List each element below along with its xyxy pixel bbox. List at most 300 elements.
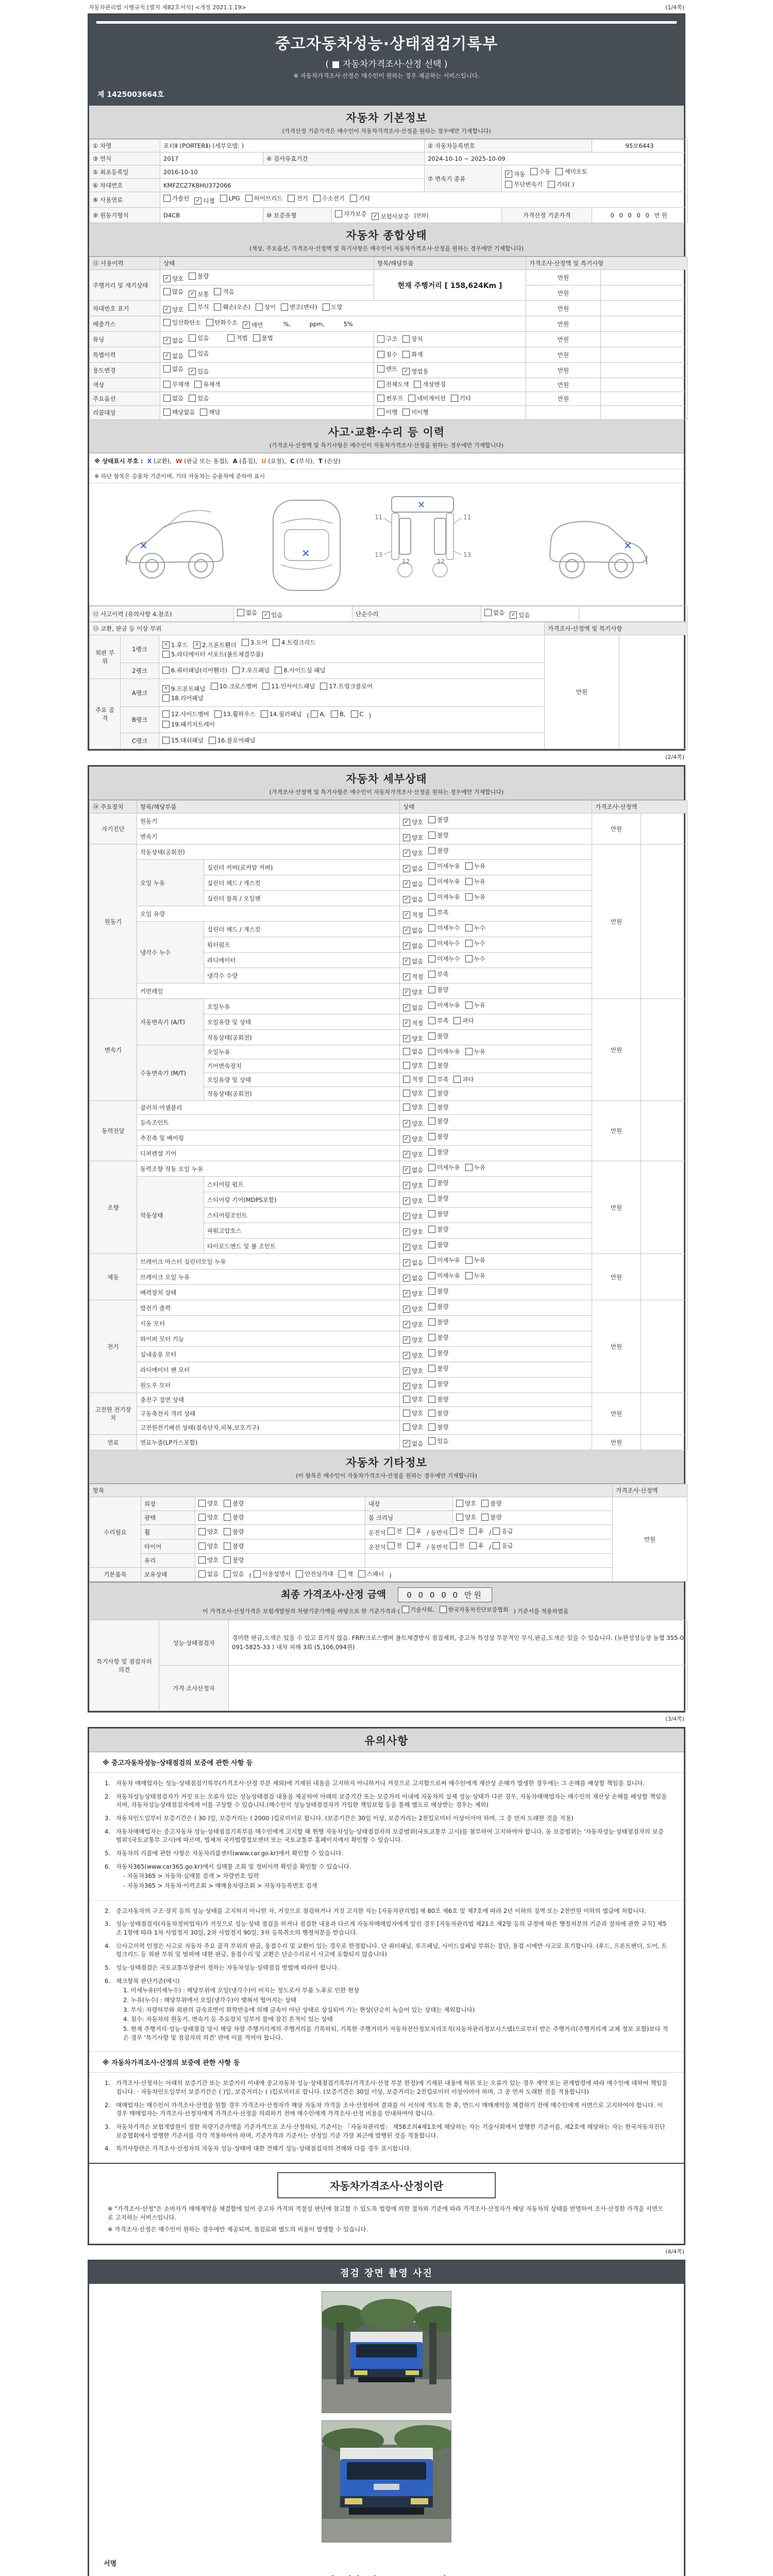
checkbox-option[interactable] — [548, 180, 575, 189]
checkbox-option[interactable] — [556, 167, 587, 176]
checkbox-option[interactable] — [402, 408, 428, 416]
checkbox-option[interactable] — [465, 939, 485, 947]
item-label: 디퍼렌셜 기어 — [137, 1146, 400, 1161]
checkbox-option[interactable] — [428, 1001, 460, 1009]
checkbox-option[interactable] — [465, 1001, 485, 1009]
note-cell — [619, 635, 687, 749]
checkbox-option[interactable] — [403, 1135, 423, 1143]
checkbox-option[interactable] — [163, 318, 201, 327]
note-cell — [601, 285, 687, 301]
inline-text: / — [489, 1544, 493, 1551]
checkbox-option[interactable] — [505, 170, 525, 178]
checkbox-option[interactable] — [224, 1570, 244, 1578]
checkbox-option[interactable] — [163, 306, 183, 314]
checkbox-option[interactable] — [456, 1499, 476, 1507]
checkbox-option[interactable] — [162, 641, 188, 649]
checkbox-label: 있음 — [232, 1570, 244, 1578]
checkbox-option[interactable] — [403, 1212, 423, 1221]
checkbox-option[interactable] — [403, 1004, 423, 1012]
checkbox-option[interactable] — [428, 1103, 448, 1111]
status-options — [160, 316, 526, 332]
checkbox-option[interactable] — [428, 1437, 448, 1445]
inline-text: ) — [389, 1572, 394, 1579]
checkbox-option[interactable] — [403, 1274, 423, 1282]
checkbox-option[interactable] — [428, 970, 448, 978]
checkbox-option[interactable] — [163, 352, 183, 360]
checkbox-label: 전기 — [296, 195, 308, 202]
checkbox-option[interactable] — [311, 710, 326, 718]
checkbox-option[interactable] — [198, 1499, 219, 1507]
checkbox-label: 응급 — [501, 1542, 513, 1549]
checkbox-option[interactable] — [469, 1527, 484, 1535]
checkbox-option[interactable] — [403, 1305, 423, 1313]
checkbox-option[interactable] — [428, 846, 448, 855]
checkbox-option[interactable] — [189, 394, 209, 402]
checkbox-option[interactable] — [162, 685, 206, 693]
checkbox-option[interactable] — [194, 197, 214, 205]
checkbox-option[interactable] — [350, 194, 370, 202]
checkbox-icon: ✓ — [403, 1197, 410, 1205]
checkbox-icon: ✓ — [163, 306, 171, 313]
checkbox-option[interactable] — [403, 911, 423, 919]
checkbox-option[interactable] — [465, 1047, 485, 1056]
checkbox-option[interactable] — [163, 336, 183, 345]
checkbox-option[interactable] — [403, 1197, 423, 1205]
checkbox-option[interactable] — [320, 682, 373, 690]
checkbox-icon — [313, 195, 321, 202]
checkbox-option[interactable] — [428, 1117, 448, 1125]
checkbox-option[interactable] — [224, 1528, 244, 1536]
checkbox-option[interactable] — [428, 862, 460, 870]
checkbox-icon — [428, 986, 435, 993]
field-label: ③ 연식 — [90, 152, 160, 165]
checkbox-label: 기타( ) — [556, 181, 575, 188]
checkbox-label: 14.필러패널 — [269, 710, 302, 718]
checkbox-label: 안전삼각대 — [305, 1570, 333, 1578]
checkbox-option[interactable] — [377, 380, 409, 388]
checkbox-option[interactable] — [465, 877, 485, 886]
checkbox-option[interactable] — [403, 1120, 423, 1128]
checkbox-option[interactable] — [211, 682, 258, 690]
price-cell: 만원 — [526, 285, 601, 301]
checkbox-label: 불량 — [232, 1556, 244, 1564]
checkbox-option[interactable] — [403, 1320, 423, 1329]
checkbox-option[interactable] — [403, 1150, 423, 1159]
checkbox-option[interactable] — [162, 710, 209, 718]
checkbox-option[interactable] — [339, 1570, 353, 1578]
checkbox-option[interactable] — [428, 1061, 448, 1070]
checkbox-option[interactable] — [388, 1541, 402, 1550]
checkbox-icon — [428, 1090, 435, 1097]
checkbox-option[interactable] — [296, 1570, 333, 1578]
field-value: 2016-10-10 — [160, 165, 425, 179]
checkbox-option[interactable] — [428, 1241, 448, 1249]
checkbox-option[interactable] — [428, 908, 448, 917]
checkbox-option[interactable] — [403, 973, 423, 981]
checkbox-option[interactable] — [428, 1287, 448, 1295]
checkbox-option[interactable] — [403, 880, 423, 888]
checkbox-label: 없음 — [172, 352, 184, 360]
checkbox-label: 미이행 — [411, 409, 429, 416]
vehicle-diagrams — [89, 483, 684, 606]
checkbox-icon — [428, 1002, 435, 1009]
checkbox-option[interactable] — [465, 955, 485, 963]
checkbox-option[interactable] — [163, 365, 183, 373]
checkbox-option[interactable] — [237, 608, 257, 617]
checkbox-option[interactable] — [189, 290, 209, 298]
checkbox-option[interactable] — [198, 1513, 219, 1521]
document — [88, 0, 685, 2576]
checkbox-option[interactable] — [407, 1541, 422, 1550]
checkbox-option[interactable] — [451, 394, 471, 402]
checkbox-icon — [453, 1076, 461, 1083]
checkbox-option[interactable] — [403, 1439, 423, 1448]
checkbox-option[interactable] — [402, 367, 428, 376]
checkbox-option[interactable] — [428, 1047, 460, 1056]
checkbox-option[interactable] — [214, 287, 234, 296]
checkbox-option[interactable] — [428, 1132, 448, 1141]
status-options — [400, 1177, 592, 1192]
checkbox-option[interactable] — [510, 611, 530, 619]
rank-label: C랭크 — [121, 733, 159, 749]
checkbox-option[interactable] — [275, 666, 325, 674]
status-options — [195, 1554, 365, 1568]
checkbox-option[interactable] — [372, 212, 409, 221]
checkbox-option[interactable] — [403, 1035, 423, 1043]
checkbox-option[interactable] — [403, 1103, 423, 1111]
checkbox-icon: ✓ — [163, 352, 171, 360]
checkbox-option[interactable] — [224, 1542, 244, 1550]
checkbox-option[interactable] — [189, 349, 209, 358]
accident-label: ⑫ 사고이력 (유의사항 4.참조) — [90, 606, 234, 622]
checkbox-option[interactable] — [403, 1351, 423, 1360]
checkbox-option[interactable] — [428, 816, 448, 824]
checkbox-label: 렌트 — [386, 365, 398, 372]
price-cell: 만원 — [526, 392, 601, 406]
checkbox-option[interactable] — [200, 408, 220, 416]
notice-item-text: 자동차인도일부터 보증기간은 ( 30 )일, 보증거리는 ( 2000 )킬로미터로 합니다. (보증기간은 30일 이상, 보증거리는 2천킬로미터 이상이어야 하며, 그 중 먼저 도래한 것을 적용) — [116, 1815, 574, 1822]
checkbox-icon: ✓ — [403, 1213, 410, 1220]
checkbox-option[interactable] — [403, 1228, 423, 1236]
checkbox-option[interactable] — [254, 1570, 291, 1578]
checkbox-option[interactable] — [428, 1225, 448, 1233]
checkbox-option[interactable] — [162, 720, 215, 728]
checkbox-option[interactable] — [408, 394, 446, 402]
checkbox-icon — [440, 1606, 447, 1613]
checkbox-label: 침수 — [386, 350, 398, 358]
checkbox-option[interactable] — [162, 736, 204, 744]
checkbox-icon — [163, 288, 171, 295]
status-options — [400, 1208, 592, 1223]
checkbox-option[interactable] — [403, 849, 423, 857]
checkbox-option[interactable] — [465, 1163, 485, 1172]
checkbox-option[interactable] — [198, 1528, 219, 1536]
checkbox-label: 미세누유 — [437, 862, 460, 870]
checkbox-option[interactable] — [163, 408, 195, 416]
inline-text: ( — [249, 1572, 254, 1579]
checkbox-option[interactable] — [403, 926, 423, 935]
checkbox-option[interactable] — [428, 1318, 448, 1326]
checkbox-icon — [163, 409, 171, 416]
checkbox-option[interactable] — [428, 1256, 460, 1264]
checkbox-option[interactable] — [224, 1513, 244, 1521]
checkbox-option[interactable] — [256, 303, 276, 311]
note-cell — [601, 347, 687, 363]
checkbox-icon — [428, 1396, 435, 1403]
checkbox-option[interactable] — [403, 1367, 423, 1375]
checkbox-option[interactable] — [505, 180, 543, 189]
checkbox-option[interactable] — [530, 167, 550, 176]
checkbox-option[interactable] — [403, 1423, 423, 1431]
checkbox-option[interactable] — [428, 1302, 448, 1311]
checkbox-option[interactable] — [465, 1256, 485, 1264]
checkbox-option[interactable] — [414, 380, 445, 388]
checkbox-option[interactable] — [163, 275, 183, 283]
checkbox-option[interactable] — [428, 1148, 448, 1156]
checkbox-option[interactable] — [456, 1513, 476, 1521]
checkbox-option[interactable] — [493, 1541, 513, 1550]
checkbox-option[interactable] — [481, 1513, 501, 1521]
notice-item — [105, 1827, 668, 1844]
checkbox-label: 후 — [478, 1528, 484, 1535]
checkbox-option[interactable] — [428, 939, 460, 947]
checkbox-option[interactable] — [403, 1181, 423, 1190]
checkbox-option[interactable] — [232, 666, 270, 674]
checkbox-option[interactable] — [428, 877, 460, 886]
checkbox-option[interactable] — [428, 1423, 448, 1431]
checkbox-option[interactable] — [245, 194, 283, 202]
checkbox-option[interactable] — [163, 380, 189, 388]
checkbox-option[interactable] — [162, 694, 204, 702]
checkbox-option[interactable] — [403, 865, 423, 873]
checkbox-option[interactable] — [227, 334, 247, 342]
checkbox-option[interactable] — [465, 924, 485, 932]
inspector-opinions-table — [89, 1620, 684, 1711]
status-options — [400, 968, 592, 984]
checkbox-option[interactable] — [403, 957, 423, 965]
checkbox-option[interactable] — [428, 924, 460, 932]
photo-truck-front — [322, 2420, 451, 2543]
checkbox-option[interactable] — [193, 641, 237, 649]
checkbox-option[interactable] — [403, 988, 423, 996]
checkbox-option[interactable] — [163, 194, 189, 202]
comp-note: (색상, 주요옵션, 가격조사·산정액 및 특기사항은 매수인이 자동차가격조사·산정을 원하는 경우에만 기재합니다) — [249, 245, 524, 252]
checkbox-option[interactable] — [243, 321, 263, 329]
checkbox-icon — [407, 1528, 414, 1535]
checkbox-option[interactable] — [428, 1194, 448, 1202]
checkbox-option[interactable] — [358, 1570, 384, 1578]
checkbox-option[interactable] — [428, 1075, 448, 1083]
checkbox-option[interactable] — [189, 334, 209, 342]
checkbox-option[interactable] — [331, 710, 346, 718]
checkbox-label: 구조 — [386, 335, 398, 343]
checkbox-option[interactable] — [428, 1179, 448, 1187]
checkbox-option[interactable] — [281, 303, 317, 311]
checkbox-option[interactable] — [198, 1542, 219, 1550]
checkbox-option[interactable] — [428, 1016, 448, 1025]
checkbox-option[interactable] — [403, 818, 423, 826]
checkbox-option[interactable] — [198, 1570, 219, 1578]
notice-item-text: 자동차의 리콜에 관한 사항은 자동차리콜센터(www.car.go.kr)에서 확인할 수 있습니다. — [116, 1850, 344, 1857]
checkbox-option[interactable] — [224, 1556, 244, 1564]
checkbox-option[interactable] — [377, 408, 397, 416]
checkbox-option[interactable] — [428, 1089, 448, 1097]
checkbox-option[interactable] — [403, 1290, 423, 1298]
checkbox-option[interactable] — [403, 1259, 423, 1267]
checkbox-option[interactable] — [403, 1166, 423, 1174]
col-header: 항목 — [90, 1484, 613, 1497]
checkbox-option[interactable] — [403, 1075, 423, 1083]
checkbox-option[interactable] — [453, 1075, 474, 1083]
checkbox-option[interactable] — [163, 394, 183, 402]
checkbox-option[interactable] — [351, 710, 364, 718]
notice-item-text: 자동차성능상태점검자가 거짓 또는 오류가 있는 성능상태점검 내용을 제공하여 아래의 보증기간 또는 보증거리 이내에 자동차의 실제 성능·상태가 다른 경우, 자동차매매업자는 매수인의 재산상 손해를 배상할 책임을 지며, 자동차성능상태점검자에게 이를 구상할 수 있습니다.(매수인이 성능상태점검자가 가입한 책임보험 등을 통해 별도로 배상받는 경우는 제외) — [116, 1792, 667, 1809]
checkbox-option[interactable] — [403, 1395, 423, 1403]
checkbox-label: 디젤 — [203, 197, 215, 205]
checkbox-option[interactable] — [428, 1364, 448, 1372]
col-header: 가격조사·산정액 — [592, 801, 687, 814]
checkbox-option[interactable] — [403, 1336, 423, 1344]
checkbox-option[interactable] — [469, 1541, 484, 1550]
checkbox-option[interactable] — [453, 1016, 474, 1025]
checkbox-option[interactable] — [403, 1061, 423, 1070]
rank-items — [159, 733, 545, 749]
status-options — [400, 1239, 592, 1254]
checkbox-option[interactable] — [209, 736, 256, 744]
checkbox-option[interactable] — [403, 1243, 423, 1251]
item-label: 스티어링 기어(MDPS포함) — [204, 1192, 400, 1208]
checkbox-icon — [339, 1570, 346, 1578]
checkbox-icon — [428, 1287, 435, 1295]
checkbox-option[interactable] — [428, 955, 460, 963]
checkbox-option[interactable] — [189, 303, 209, 311]
checkbox-option[interactable] — [288, 194, 308, 202]
checkbox-option[interactable] — [262, 611, 282, 619]
checkbox-option[interactable] — [224, 1499, 244, 1507]
checkbox-option[interactable] — [377, 350, 397, 359]
checkbox-option[interactable] — [262, 682, 315, 690]
checkbox-option[interactable] — [428, 1380, 448, 1388]
checkbox-label: 양호 — [412, 1321, 424, 1328]
checkbox-label: 없음 — [412, 927, 424, 934]
checkbox-option[interactable] — [402, 350, 423, 359]
checkbox-option[interactable] — [261, 710, 302, 718]
col-header: ⑪ 사용이력 — [90, 257, 160, 270]
checkbox-option[interactable] — [403, 1382, 423, 1391]
status-options — [400, 1045, 592, 1059]
checkbox-option[interactable] — [206, 318, 238, 327]
checkbox-option[interactable] — [428, 1409, 448, 1417]
checkbox-option[interactable] — [198, 1556, 219, 1564]
checkbox-option[interactable] — [465, 1272, 485, 1280]
checkbox-label: 누유 — [474, 1164, 485, 1171]
checkbox-icon: ✓ — [403, 1367, 410, 1375]
checkbox-option[interactable] — [402, 1605, 434, 1614]
checkbox-option[interactable] — [450, 1541, 464, 1550]
checkbox-option[interactable] — [428, 986, 448, 994]
checkbox-option[interactable] — [403, 1409, 423, 1417]
checkbox-option[interactable] — [402, 335, 423, 343]
checkbox-option[interactable] — [377, 365, 397, 373]
checkbox-option[interactable] — [484, 608, 505, 617]
checkbox-option[interactable] — [403, 942, 423, 950]
checkbox-option[interactable] — [214, 710, 256, 718]
notice-item — [105, 2123, 668, 2140]
checkbox-option[interactable] — [214, 303, 250, 311]
checkbox-option[interactable] — [194, 380, 220, 388]
checkbox-option[interactable] — [428, 1349, 448, 1357]
checkbox-label: 미세누유 — [437, 878, 460, 885]
checkbox-option[interactable] — [440, 1605, 509, 1614]
checkbox-option[interactable] — [403, 895, 423, 904]
checkbox-label: 양호 — [412, 1306, 424, 1313]
status-options — [400, 1073, 592, 1087]
checkbox-label: 무채색 — [172, 381, 190, 388]
checkbox-option[interactable] — [428, 1395, 448, 1403]
checkbox-option[interactable] — [377, 335, 397, 343]
checkbox-option[interactable] — [323, 303, 343, 311]
checkbox-option[interactable] — [189, 367, 209, 376]
checkbox-option[interactable] — [273, 638, 316, 647]
checkbox-option[interactable] — [428, 1333, 448, 1342]
field-label: ⑩ 보증유형 — [263, 208, 332, 223]
checkbox-icon — [198, 1543, 206, 1550]
checkbox-option[interactable] — [481, 1499, 501, 1507]
status-options — [160, 378, 374, 392]
checkbox-option[interactable] — [403, 1019, 423, 1027]
checkbox-option[interactable] — [428, 1163, 460, 1172]
checkbox-option[interactable] — [163, 287, 183, 296]
damage-code: U — [261, 457, 266, 465]
checkbox-option[interactable] — [253, 334, 273, 342]
status-options — [160, 392, 374, 406]
checkbox-option[interactable] — [428, 1210, 448, 1218]
checkbox-option[interactable] — [465, 893, 485, 901]
checkbox-option[interactable] — [335, 210, 366, 218]
checkbox-option[interactable] — [377, 394, 403, 402]
checkbox-option[interactable] — [428, 1032, 448, 1040]
checkbox-label: 누수 — [474, 940, 485, 947]
checkbox-icon — [428, 1423, 435, 1431]
checkbox-icon — [403, 1076, 410, 1083]
checkbox-option[interactable] — [388, 1527, 402, 1535]
checkbox-option[interactable] — [428, 1272, 460, 1280]
checkbox-option[interactable] — [465, 862, 485, 870]
status-options — [400, 1087, 592, 1101]
checkbox-option[interactable] — [162, 666, 227, 674]
checkbox-label: 양호 — [207, 1556, 219, 1564]
note-cell — [601, 332, 687, 347]
damage-code: A — [232, 457, 238, 465]
checkbox-label: 자동 — [514, 171, 526, 178]
checkbox-option[interactable] — [403, 1089, 423, 1097]
checkbox-option[interactable] — [242, 638, 267, 647]
checkbox-label: 있음 — [197, 350, 209, 357]
checkbox-label: 과다 — [462, 1076, 474, 1083]
checkbox-icon — [198, 1556, 206, 1564]
checkbox-option[interactable] — [428, 893, 460, 901]
checkbox-option[interactable] — [407, 1527, 422, 1535]
checkbox-option[interactable] — [189, 272, 209, 280]
checkbox-option[interactable] — [313, 194, 345, 202]
checkbox-option[interactable] — [403, 1047, 423, 1056]
checkbox-option[interactable] — [450, 1527, 464, 1535]
checkbox-option[interactable] — [493, 1527, 513, 1535]
checkbox-option[interactable] — [428, 831, 448, 839]
checkbox-option[interactable] — [403, 834, 423, 842]
checkbox-option[interactable] — [162, 650, 263, 658]
checkbox-option[interactable] — [220, 195, 240, 202]
